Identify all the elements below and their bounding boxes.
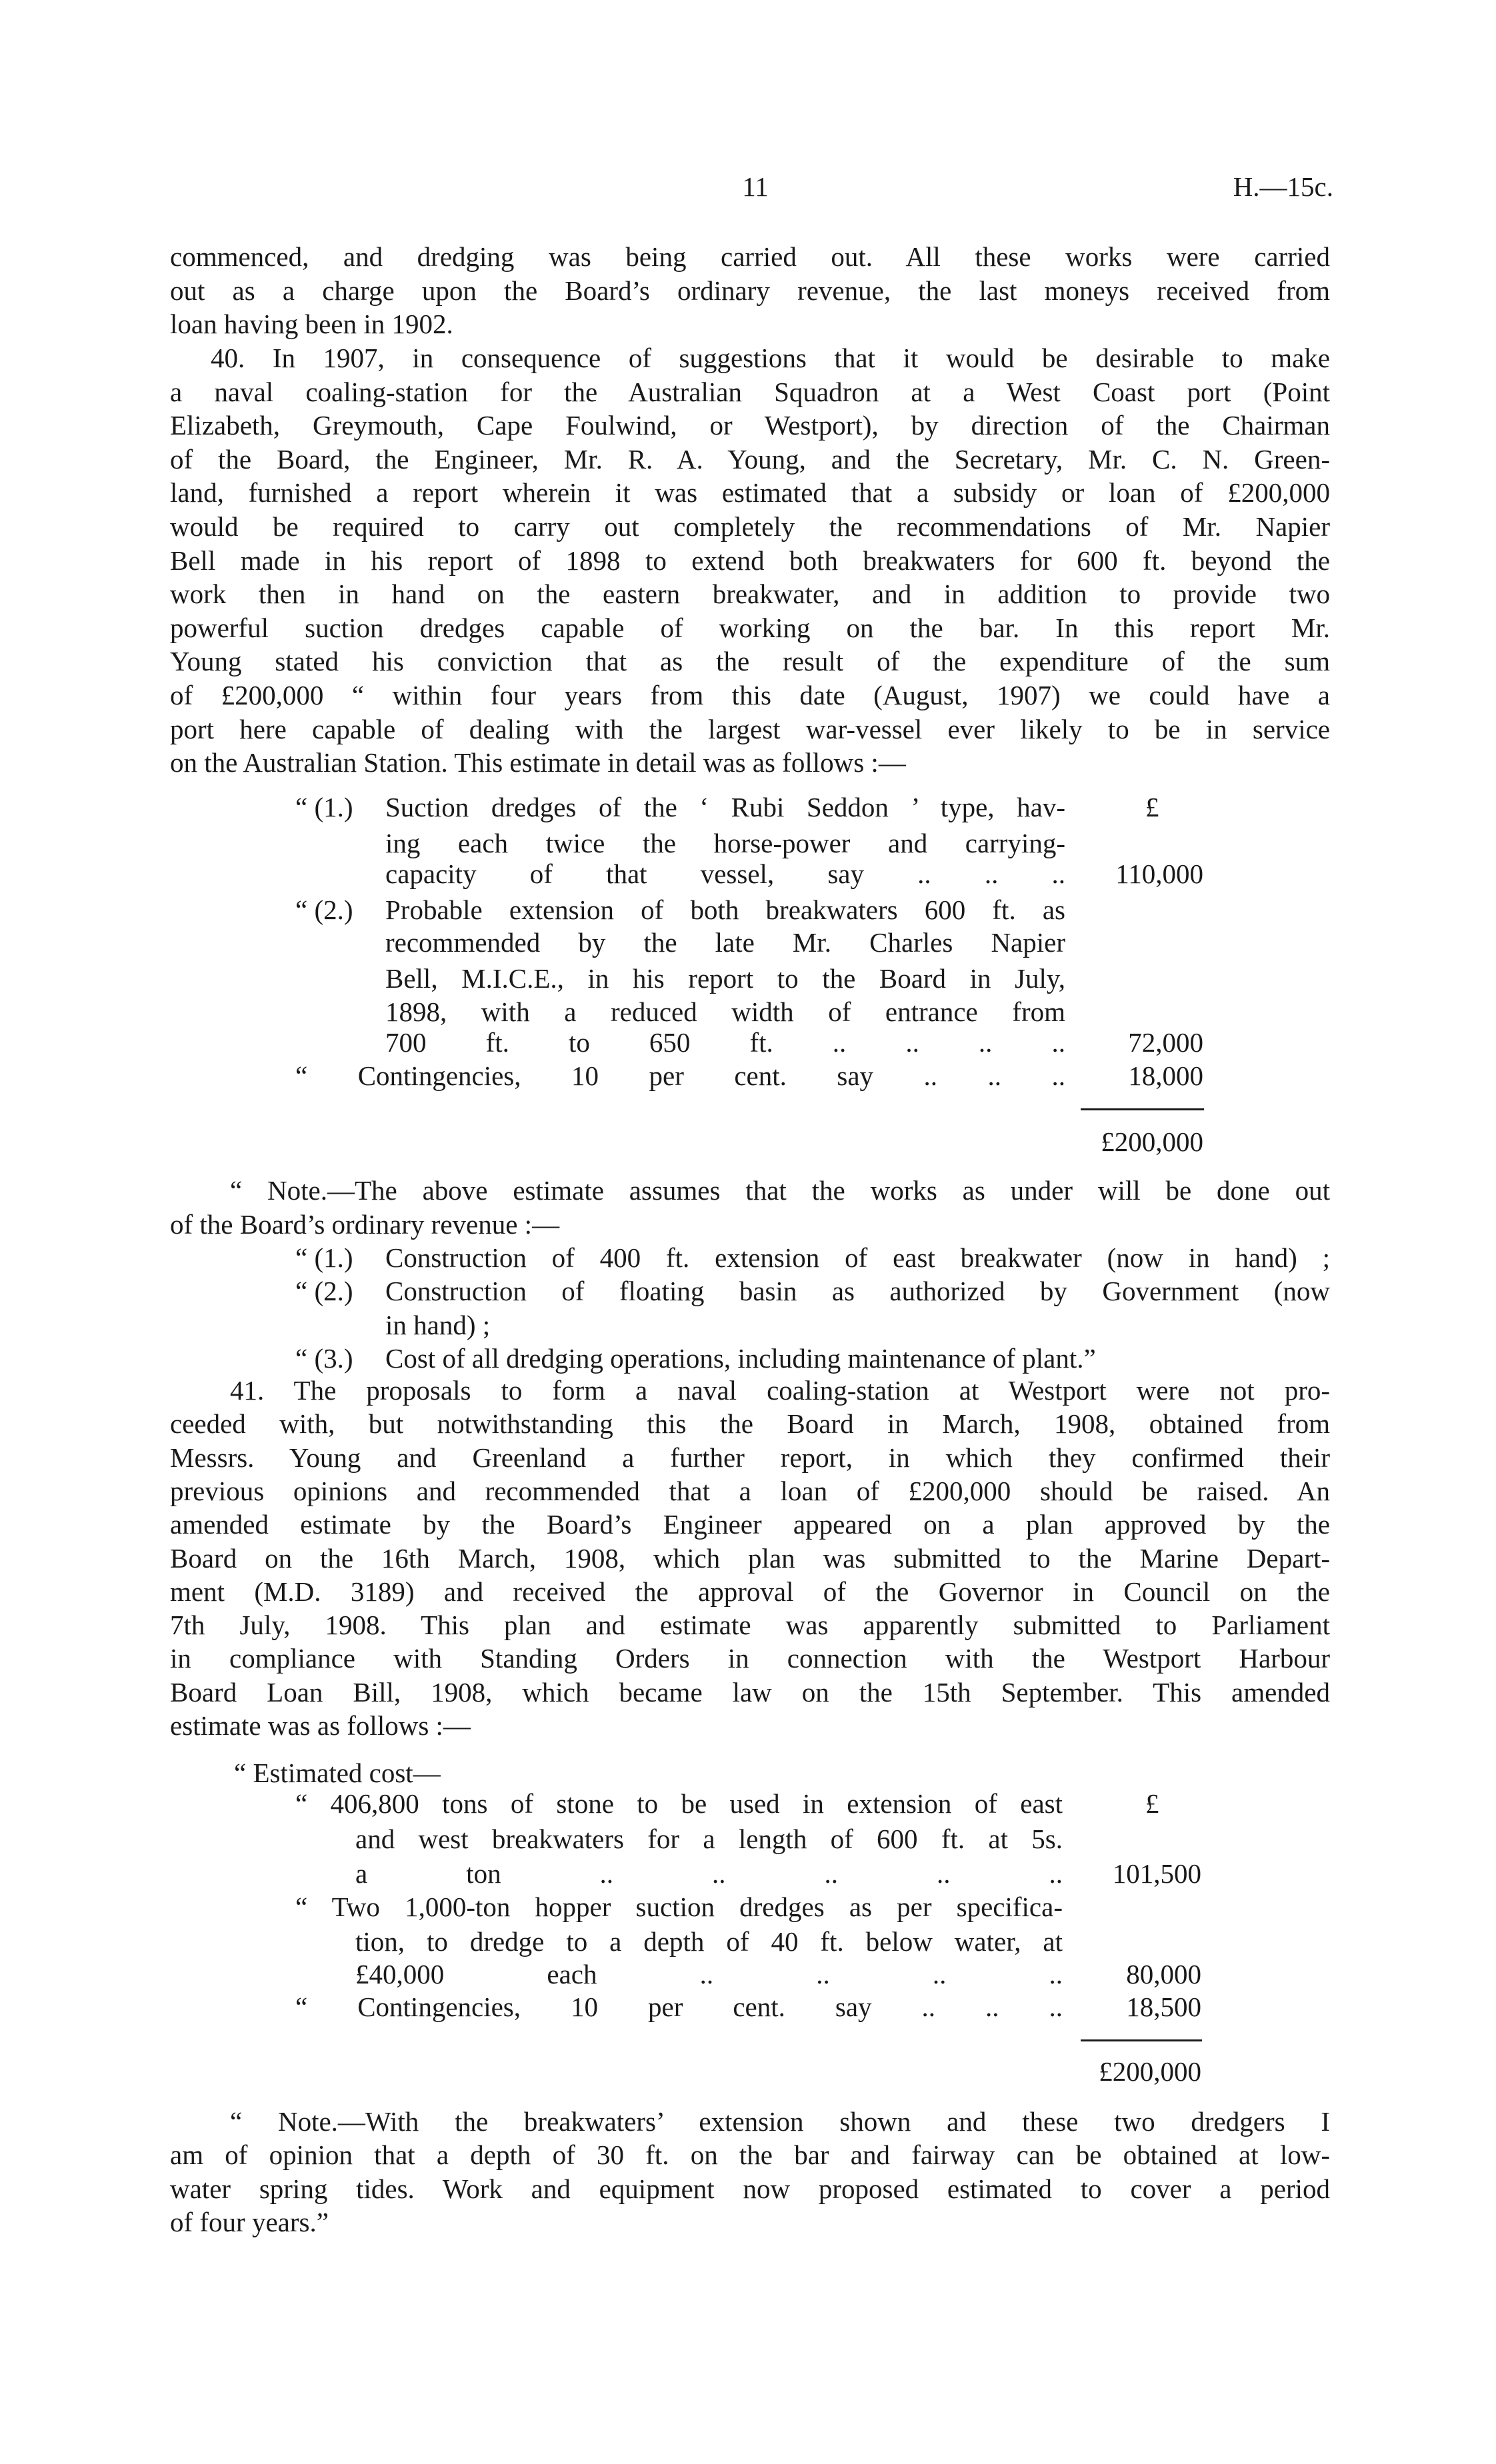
paragraph-41-line: Messrs. Young and Greenland a further report, in which they confirmed their <box>170 1442 1330 1473</box>
item-line: £40,000 each .. .. .. .. <box>355 1959 1063 1989</box>
item-amount: 72,000 <box>1128 1027 1203 1058</box>
item-line: capacity of that vessel, say .. .. .. <box>385 858 1065 889</box>
text-line: out as a charge upon the Board’s ordinary revenue, the last moneys received from <box>170 275 1330 306</box>
item-label: “ (1.) <box>295 792 353 822</box>
note-item-label: “ (3.) <box>295 1343 353 1374</box>
note-line: “ Note.—The above estimate assumes that the works as under will be done out <box>230 1175 1330 1206</box>
paragraph-41-line: ment (M.D. 3189) and received the approval of the Governor in Council on the <box>170 1576 1330 1607</box>
paragraph-40-line: Young stated his conviction that as the result of the expenditure of the sum <box>170 646 1330 677</box>
document-reference: H.—15c. <box>1233 171 1333 202</box>
paragraph-40-line: 40. In 1907, in consequence of suggestions that it would be desirable to make <box>211 343 1330 373</box>
item-line: 1898, with a reduced width of entrance from <box>385 996 1065 1027</box>
total-amount: £200,000 <box>1099 2056 1201 2087</box>
note-item-line: Construction of 400 ft. extension of east breakwater (now in hand) ; <box>385 1242 1330 1273</box>
note-item-line: Construction of floating basin as authorized by Government (now <box>385 1276 1330 1306</box>
paragraph-40-line: a naval coaling-station for the Australian Squadron at a West Coast port (Point <box>170 376 1330 407</box>
item-line: tion, to dredge to a depth of 40 ft. below water, at <box>355 1926 1063 1957</box>
paragraph-40-line: would be required to carry out completely the recommendations of Mr. Napier <box>170 511 1330 542</box>
paragraph-40-line: Bell made in his report of 1898 to extend both breakwaters for 600 ft. beyond the <box>170 545 1330 576</box>
item-line: Probable extension of both breakwaters 600 ft. as <box>385 894 1065 925</box>
item-line: and west breakwaters for a length of 600 ft. at 5s. <box>355 1824 1063 1854</box>
note-line: am of opinion that a depth of 30 ft. on the bar and fairway can be obtained at low- <box>170 2139 1330 2170</box>
item-amount: 110,000 <box>1115 858 1203 889</box>
item-label: “ (2.) <box>295 894 353 925</box>
paragraph-41-line: Board Loan Bill, 1908, which became law on the 15th September. This amended <box>170 1676 1330 1708</box>
estimate-heading: “ Estimated cost— <box>234 1758 441 1788</box>
item-line: 700 ft. to 650 ft. .. .. .. .. <box>385 1027 1065 1058</box>
paragraph-41-line: 41. The proposals to form a naval coaling-station at Westport were not pro- <box>230 1375 1330 1406</box>
pound-sign-header: £ <box>1145 792 1159 822</box>
item-line: Suction dredges of the ‘ Rubi Seddon ’ type, hav- <box>385 792 1065 822</box>
note-item-label: “ (2.) <box>295 1276 353 1306</box>
paragraph-40-line: work then in hand on the eastern breakwater, and in addition to provide two <box>170 579 1330 610</box>
page-number: 11 <box>742 171 769 202</box>
contingencies-line: “ Contingencies, 10 per cent. say .. .. .. <box>295 1060 1065 1091</box>
paragraph-41-line: ceeded with, but notwithstanding this the Board in March, 1908, obtained from <box>170 1408 1330 1440</box>
item-line: “ Two 1,000-ton hopper suction dredges as per specifica- <box>295 1891 1063 1922</box>
item-line: a ton .. .. .. .. .. <box>355 1858 1063 1889</box>
note-item-line: Cost of all dredging operations, including maintenance of plant.” <box>385 1343 1096 1374</box>
paragraph-40-line: port here capable of dealing with the largest war-vessel ever likely to be in service <box>170 713 1330 744</box>
paragraph-41-line: previous opinions and recommended that a loan of £200,000 should be raised. An <box>170 1475 1330 1506</box>
total-rule <box>1081 1108 1204 1110</box>
text-line: loan having been in 1902. <box>170 309 453 339</box>
contingencies-amount: 18,500 <box>1126 1991 1201 2022</box>
note-line: of four years.” <box>170 2207 329 2237</box>
paragraph-41-line: amended estimate by the Board’s Engineer appeared on a plan approved by the <box>170 1509 1330 1540</box>
paragraph-40-line: Elizabeth, Greymouth, Cape Foulwind, or Westport), by direction of the Chairman <box>170 410 1330 441</box>
text-line: commenced, and dredging was being carried out. All these works were carried <box>170 241 1330 272</box>
paragraph-40-line: of £200,000 “ within four years from this date (August, 1907) we could have a <box>170 680 1330 710</box>
note-line: “ Note.—With the breakwaters’ extension shown and these two dredgers I <box>230 2106 1330 2137</box>
item-amount: 101,500 <box>1112 1858 1201 1889</box>
note-item-label: “ (1.) <box>295 1242 353 1273</box>
paragraph-40-line: powerful suction dredges capable of working on the bar. In this report Mr. <box>170 612 1330 643</box>
note-line: water spring tides. Work and equipment now proposed estimated to cover a period <box>170 2173 1330 2204</box>
paragraph-41-line: Board on the 16th March, 1908, which plan was submitted to the Marine Depart- <box>170 1542 1330 1574</box>
total-rule <box>1081 2039 1202 2041</box>
paragraph-41-line: 7th July, 1908. This plan and estimate was apparently submitted to Parliament <box>170 1610 1330 1641</box>
note-item-line: in hand) ; <box>385 1310 491 1340</box>
contingencies-line: “ Contingencies, 10 per cent. say .. .. .. <box>295 1991 1063 2022</box>
item-line: “ 406,800 tons of stone to be used in extension of east <box>295 1788 1063 1819</box>
item-line: ing each twice the horse-power and carrying- <box>385 828 1065 858</box>
paragraph-40-line: of the Board, the Engineer, Mr. R. A. Young, and the Secretary, Mr. C. N. Green- <box>170 443 1330 475</box>
item-amount: 80,000 <box>1126 1959 1201 1989</box>
total-amount: £200,000 <box>1101 1126 1203 1157</box>
paragraph-41-line: estimate was as follows :— <box>170 1710 471 1741</box>
pound-sign-header: £ <box>1145 1788 1159 1819</box>
item-line: recommended by the late Mr. Charles Napier <box>385 927 1065 958</box>
contingencies-amount: 18,000 <box>1128 1060 1203 1091</box>
item-line: Bell, M.I.C.E., in his report to the Board in July, <box>385 963 1065 994</box>
paragraph-40-line: land, furnished a report wherein it was estimated that a subsidy or loan of £200,000 <box>170 477 1330 509</box>
paragraph-41-line: in compliance with Standing Orders in connection with the Westport Harbour <box>170 1643 1330 1674</box>
note-line: of the Board’s ordinary revenue :— <box>170 1209 560 1240</box>
paragraph-40-line: on the Australian Station. This estimate in detail was as follows :— <box>170 747 906 778</box>
